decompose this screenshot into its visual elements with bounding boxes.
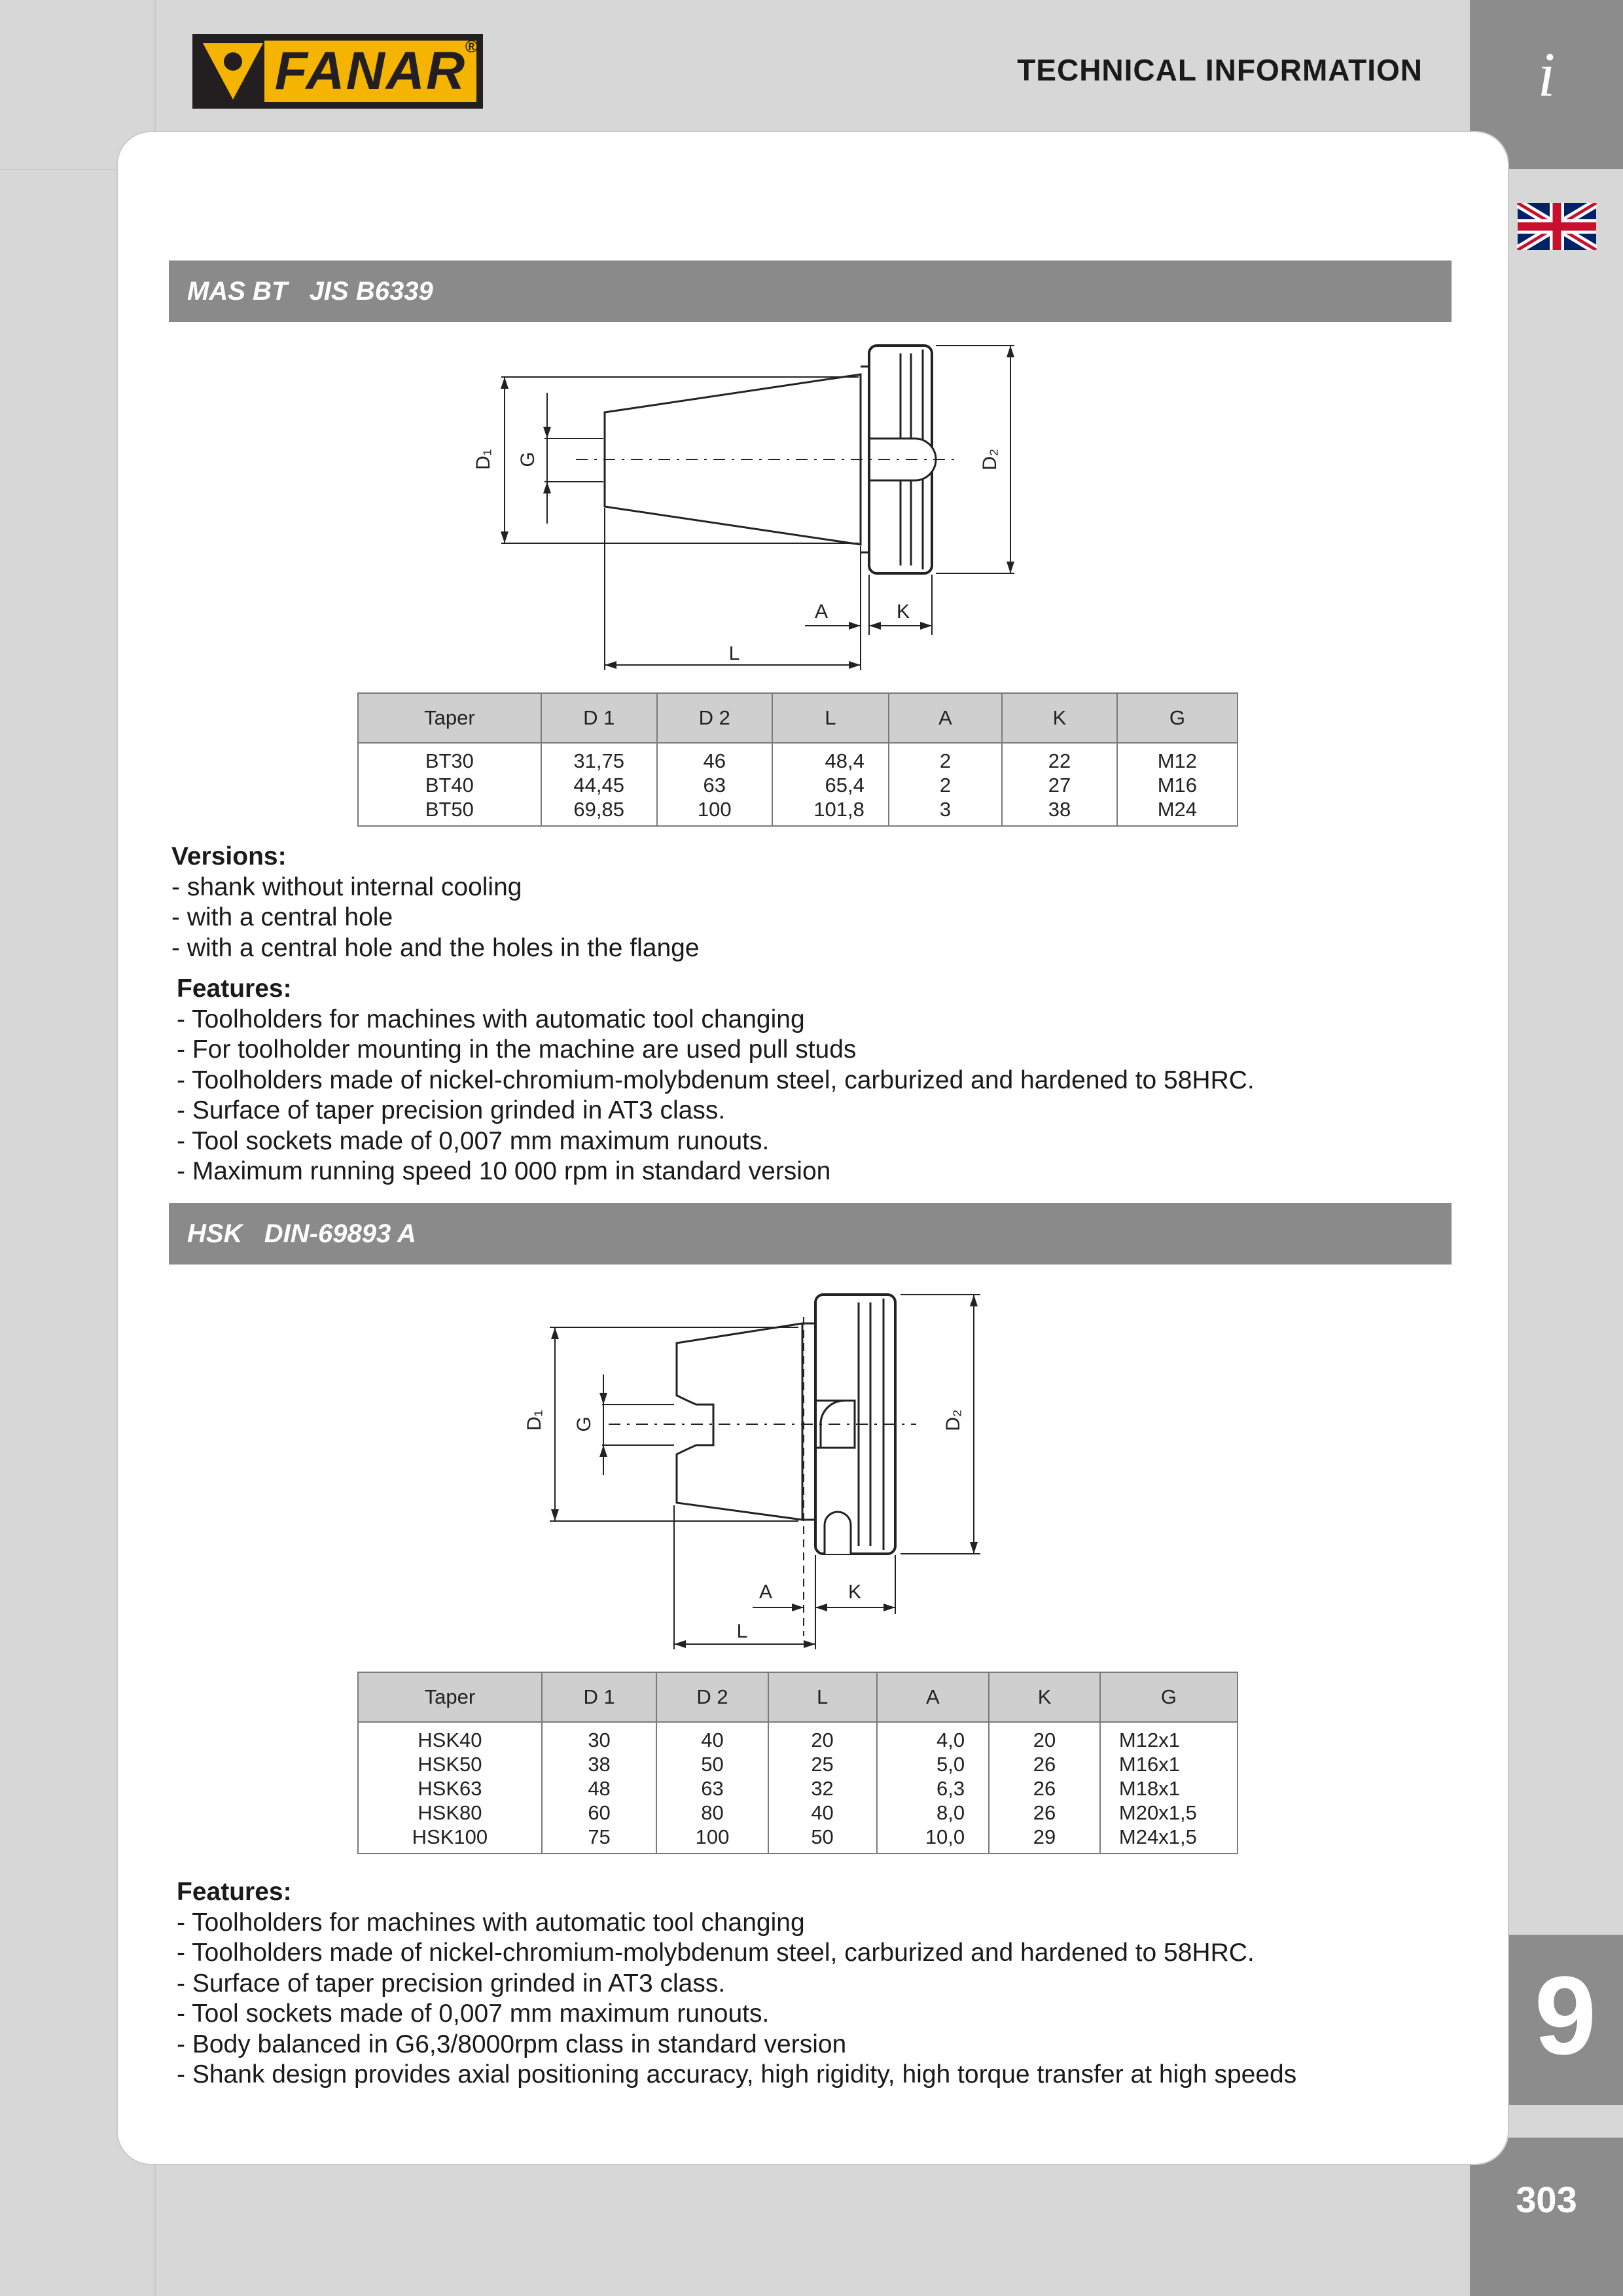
list-item: - For toolholder mounting in the machine are used pull studs bbox=[177, 1035, 857, 1064]
table-cell: 2 bbox=[939, 749, 952, 772]
fanar-v-mark-icon bbox=[203, 43, 263, 99]
hsk-label-k: K bbox=[847, 1581, 862, 1603]
hsk-col-a: A bbox=[877, 1672, 990, 1722]
uk-flag-icon[interactable] bbox=[1517, 203, 1597, 250]
list-item: - Maximum running speed 10 000 rpm in standard version bbox=[177, 1157, 831, 1185]
bt-label-a: A bbox=[814, 601, 829, 622]
table-cell: 60 bbox=[588, 1801, 611, 1824]
table-cell: 69,85 bbox=[573, 798, 624, 821]
table-cell: HSK80 bbox=[418, 1801, 482, 1824]
section-title-bar-hsk: HSK DIN-69893 A bbox=[169, 1203, 1452, 1265]
list-item: - Toolholders made of nickel-chromium-molybdenum steel, carburized and hardened to 58HRC. bbox=[177, 1939, 1255, 1967]
table-cell: 38 bbox=[1048, 798, 1071, 821]
bt-cells-a bbox=[889, 743, 1002, 826]
bt-spec-table bbox=[357, 692, 1238, 827]
table-cell: 101,8 bbox=[813, 798, 865, 821]
table-cell: 100 bbox=[697, 798, 732, 821]
hsk-cells-d1 bbox=[542, 1722, 657, 1854]
hsk-features-heading: Features: bbox=[177, 1878, 292, 1906]
bt-col-l: L bbox=[772, 693, 889, 743]
chapter-tab bbox=[1508, 1935, 1623, 2105]
hsk-table-body bbox=[358, 1722, 1238, 1854]
registered-mark: ® bbox=[465, 37, 478, 56]
table-cell: 44,45 bbox=[573, 774, 624, 797]
hsk-col-k: K bbox=[989, 1672, 1100, 1722]
table-cell: 29 bbox=[1033, 1825, 1056, 1848]
bt-cells-k bbox=[1002, 743, 1117, 826]
bt-table-body bbox=[358, 743, 1238, 826]
table-cell: BT30 bbox=[425, 749, 474, 772]
list-item: - Tool sockets made of 0,007 mm maximum runouts. bbox=[177, 1126, 770, 1155]
list-item: - Tool sockets made of 0,007 mm maximum runouts. bbox=[177, 2000, 770, 2028]
hsk-cells-l bbox=[768, 1722, 877, 1854]
table-cell: HSK63 bbox=[418, 1777, 482, 1800]
table-cell: 6,3 bbox=[936, 1777, 965, 1800]
bt-col-d2: D 2 bbox=[657, 693, 772, 743]
list-item: - with a central hole bbox=[171, 903, 393, 931]
table-cell: 25 bbox=[811, 1753, 834, 1776]
table-cell: M12x1 bbox=[1118, 1729, 1180, 1751]
table-cell: BT40 bbox=[425, 774, 474, 797]
bt-cells-l bbox=[772, 743, 889, 826]
table-cell: 50 bbox=[701, 1753, 724, 1776]
table-cell: 48 bbox=[588, 1777, 611, 1800]
table-cell: 22 bbox=[1048, 749, 1071, 772]
table-cell: M16x1 bbox=[1118, 1753, 1180, 1776]
table-cell: 80 bbox=[701, 1801, 724, 1824]
table-cell: 20 bbox=[1033, 1729, 1056, 1751]
bt-label-d1: D₁ bbox=[473, 449, 494, 470]
bt-col-a: A bbox=[889, 693, 1002, 743]
table-cell: M18x1 bbox=[1118, 1777, 1180, 1800]
list-item: - shank without internal cooling bbox=[171, 872, 522, 901]
list-item: - Toolholders made of nickel-chromium-molybdenum steel, carburized and hardened to 58HRC. bbox=[177, 1066, 1255, 1094]
page-guide-line-horizontal bbox=[0, 169, 118, 170]
hsk-label-d2: D₂ bbox=[942, 1409, 964, 1431]
table-cell: 27 bbox=[1048, 774, 1071, 797]
hsk-cells-k bbox=[989, 1722, 1100, 1854]
hsk-cells-d2 bbox=[656, 1722, 768, 1854]
table-cell: 10,0 bbox=[925, 1825, 965, 1848]
list-item: - Toolholders for machines with automatic tool changing bbox=[177, 1908, 805, 1937]
hsk-col-d1: D 1 bbox=[542, 1672, 657, 1722]
table-cell: M24x1,5 bbox=[1118, 1825, 1197, 1848]
table-cell: 38 bbox=[588, 1753, 611, 1776]
page-number: 303 bbox=[1516, 2179, 1577, 2220]
bt-cells-g bbox=[1117, 743, 1238, 826]
hsk-spec-table bbox=[357, 1672, 1238, 1854]
table-cell: 5,0 bbox=[936, 1753, 965, 1776]
table-cell: M20x1,5 bbox=[1118, 1801, 1197, 1824]
table-cell: 26 bbox=[1033, 1753, 1056, 1776]
hsk-label-l: L bbox=[736, 1621, 748, 1642]
table-cell: 100 bbox=[695, 1825, 730, 1848]
table-cell: 46 bbox=[703, 749, 726, 772]
table-cell: 26 bbox=[1033, 1801, 1056, 1824]
list-item: - Toolholders for machines with automatic tool changing bbox=[177, 1005, 805, 1033]
table-cell: 50 bbox=[811, 1825, 834, 1848]
bt-cells-taper bbox=[358, 743, 541, 826]
hsk-table-header-row bbox=[358, 1672, 1238, 1722]
table-cell: HSK40 bbox=[418, 1729, 482, 1751]
hsk-cells-a bbox=[877, 1722, 990, 1854]
table-cell: M24 bbox=[1157, 798, 1198, 821]
table-cell: 4,0 bbox=[936, 1729, 965, 1751]
page-number-tab bbox=[1470, 2138, 1623, 2296]
bt-label-d2: D₂ bbox=[979, 448, 1001, 471]
table-cell: M16 bbox=[1157, 774, 1198, 797]
hsk-col-taper: Taper bbox=[358, 1672, 542, 1722]
table-cell: 3 bbox=[939, 798, 952, 821]
hsk-cells-taper bbox=[358, 1722, 542, 1854]
bt-features-heading: Features: bbox=[177, 975, 292, 1003]
brand-wordmark: FANAR bbox=[264, 41, 476, 102]
hsk-label-d1: D₁ bbox=[524, 1410, 545, 1431]
hsk-col-g: G bbox=[1100, 1672, 1238, 1722]
list-item: - Surface of taper precision grinded in AT3 class. bbox=[177, 1096, 726, 1124]
bt-cells-d1 bbox=[541, 743, 657, 826]
bt-cells-d2 bbox=[657, 743, 772, 826]
table-cell: 63 bbox=[701, 1777, 724, 1800]
section-title-bar-bt: MAS BT JIS B6339 bbox=[169, 260, 1452, 322]
bt-label-l: L bbox=[728, 643, 740, 664]
page-header-title: TECHNICAL INFORMATION bbox=[1017, 53, 1423, 87]
table-cell: 26 bbox=[1033, 1777, 1056, 1800]
table-cell: HSK100 bbox=[412, 1825, 488, 1848]
bt-label-k: K bbox=[896, 601, 910, 622]
hsk-shank-drawing bbox=[510, 1283, 1008, 1656]
bt-label-g: G bbox=[517, 452, 539, 467]
list-item: - Shank design provides axial positioning accuracy, high rigidity, high torque transfer at high speeds bbox=[177, 2060, 1297, 2089]
hsk-col-d2: D 2 bbox=[656, 1672, 768, 1722]
table-cell: 31,75 bbox=[573, 749, 624, 772]
bt-versions bbox=[171, 842, 700, 963]
table-cell: BT50 bbox=[425, 798, 474, 821]
table-cell: 65,4 bbox=[825, 774, 865, 797]
table-cell: M12 bbox=[1157, 749, 1198, 772]
table-cell: 40 bbox=[811, 1801, 834, 1824]
table-cell: 48,4 bbox=[825, 749, 865, 772]
table-cell: HSK50 bbox=[418, 1753, 482, 1776]
table-cell: 8,0 bbox=[936, 1801, 965, 1824]
bt-col-g: G bbox=[1117, 693, 1238, 743]
fanar-logo bbox=[192, 34, 483, 109]
list-item: - with a central hole and the holes in the flange bbox=[171, 933, 700, 962]
hsk-cells-g bbox=[1100, 1722, 1238, 1854]
bt-features bbox=[177, 974, 1255, 1187]
table-cell: 63 bbox=[703, 774, 726, 797]
bt-versions-heading: Versions: bbox=[171, 842, 287, 870]
bt-col-taper: Taper bbox=[358, 693, 541, 743]
hsk-label-g: G bbox=[573, 1416, 595, 1432]
hsk-features bbox=[177, 1877, 1296, 2090]
table-cell: 30 bbox=[588, 1729, 611, 1751]
hsk-label-a: A bbox=[758, 1581, 773, 1603]
table-cell: 20 bbox=[811, 1729, 834, 1751]
hsk-col-l: L bbox=[768, 1672, 877, 1722]
table-cell: 40 bbox=[701, 1729, 724, 1751]
list-item: - Surface of taper precision grinded in AT3 class. bbox=[177, 1969, 726, 1998]
chapter-number: 9 bbox=[1534, 1954, 1597, 2078]
table-cell: 2 bbox=[939, 774, 952, 797]
bt-col-k: K bbox=[1002, 693, 1117, 743]
table-cell: 75 bbox=[588, 1825, 611, 1848]
bt-col-d1: D 1 bbox=[541, 693, 657, 743]
table-cell: 32 bbox=[811, 1777, 834, 1800]
bt-shank-drawing bbox=[458, 337, 1047, 677]
bt-table-header-row bbox=[358, 693, 1238, 743]
list-item: - Body balanced in G6,3/8000rpm class in standard version bbox=[177, 2030, 847, 2058]
info-icon: i bbox=[1537, 39, 1556, 109]
